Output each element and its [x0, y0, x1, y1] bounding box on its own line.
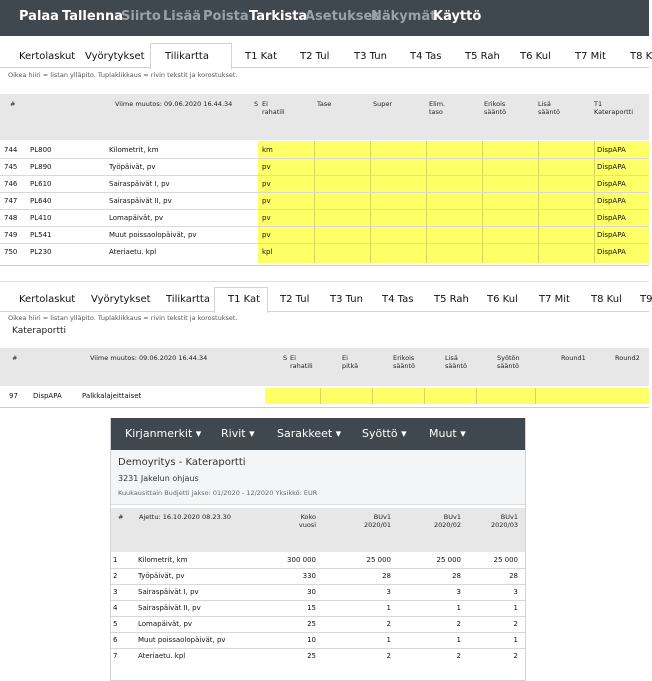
menu-kaytto[interactable]: Käyttö [433, 9, 482, 24]
hint-text: Oikea hiiri = listan ylläpito. Tuplaklikkaus = rivin tekstit ja korostukset. [8, 71, 238, 79]
tab-t8-kul[interactable]: T8 Kul [591, 294, 622, 305]
value-koko-vuosi: 330 [302, 572, 316, 580]
tab-t6-kul[interactable]: T6 Kul [520, 51, 551, 62]
tab-t3-tun[interactable]: T3 Tun [330, 294, 363, 305]
value-2020-01: 1 [386, 604, 391, 612]
kateraportti-panel [0, 281, 652, 408]
report-info [111, 450, 525, 505]
row-divider [111, 584, 525, 585]
report-subtitle: 3231 Jakelun ohjaus [118, 474, 199, 483]
report-panel [110, 418, 526, 681]
account-chart-panel [0, 0, 652, 266]
row-unit[interactable]: kpl [262, 248, 273, 256]
value-2020-02: 3 [456, 588, 461, 596]
col-ei-rahatili[interactable]: Ei rahatili [290, 354, 313, 370]
menu-muut[interactable]: Muut ▾ [429, 427, 466, 440]
menu-kirjanmerkit[interactable]: Kirjanmerkit ▾ [125, 427, 202, 440]
row-divider [111, 648, 525, 649]
tab-t4-tas[interactable]: T4 Tas [382, 294, 414, 305]
col-separator [538, 141, 539, 263]
col-separator [476, 388, 477, 404]
row-number: 2 [113, 572, 118, 580]
menu-rivit[interactable]: Rivit ▾ [221, 427, 255, 440]
col-super[interactable]: Super [373, 100, 393, 108]
col-s: S [254, 100, 259, 108]
tab-divider [0, 67, 649, 68]
run-timestamp: Ajettu: 16.10.2020 08.23.30 [139, 513, 231, 521]
row-number: 747 [4, 197, 18, 205]
row-name: Sairaspäivät II, pv [138, 604, 201, 612]
tab-vyorytykset[interactable]: Vyörytykset [85, 51, 145, 62]
row-kateraportti[interactable]: DispAPA [597, 180, 626, 188]
row-unit[interactable]: km [262, 146, 273, 154]
row-name: Lomapäivät, pv [109, 214, 164, 222]
row-number: 3 [113, 588, 118, 596]
value-koko-vuosi: 25 [307, 620, 316, 628]
menu-lisaa[interactable]: Lisää [163, 9, 202, 24]
tab-kertolaskut[interactable]: Kertolaskut [19, 51, 76, 62]
row-name: Ateriaetu. kpl [109, 248, 157, 256]
menu-nakymat[interactable]: Näkymät [371, 9, 437, 24]
row-code: PL800 [30, 146, 52, 154]
row-kateraportti[interactable]: DispAPA [597, 146, 626, 154]
col-hash: # [118, 513, 124, 521]
tab-kertolaskut[interactable]: Kertolaskut [19, 294, 76, 305]
col-erikoissaanto[interactable]: Erikois sääntö [393, 354, 415, 370]
value-koko-vuosi: 15 [307, 604, 316, 612]
tab-t5-rah[interactable]: T5 Rah [465, 51, 500, 62]
tab-divider [0, 311, 649, 312]
row-kateraportti[interactable]: DispAPA [597, 163, 626, 171]
value-2020-03: 28 [509, 572, 518, 580]
menu-palaa[interactable]: Palaa [19, 9, 59, 24]
value-2020-02: 2 [456, 620, 461, 628]
value-2020-03: 1 [513, 604, 518, 612]
company-title: Demoyritys - Kateraportti [118, 457, 246, 468]
tab-t2-tul[interactable]: T2 Tul [300, 51, 330, 62]
row-code: PL230 [30, 248, 52, 256]
row-unit[interactable]: pv [262, 214, 271, 222]
row-name: Kilometrit, km [138, 556, 188, 564]
tab-t9[interactable]: T9 [640, 294, 652, 305]
tab-t1-kat[interactable]: T1 Kat [245, 51, 278, 62]
col-elim-taso[interactable]: Elim. taso [429, 100, 446, 116]
col-separator [372, 388, 373, 404]
col-separator [594, 141, 595, 263]
row-name: Työpäivät, pv [109, 163, 156, 171]
row-name: Muut poissaolopäivät, pv [109, 231, 197, 239]
col-separator [424, 388, 425, 404]
value-2020-02: 1 [456, 604, 461, 612]
table-header [0, 348, 649, 386]
value-koko-vuosi: 30 [307, 588, 316, 596]
menu-syotto[interactable]: Syöttö ▾ [362, 427, 407, 440]
value-2020-02: 25 000 [436, 556, 461, 564]
col-separator [314, 141, 315, 263]
col-lisasaanto[interactable]: Lisä sääntö [445, 354, 467, 370]
row-number: 4 [113, 604, 118, 612]
col-separator [482, 141, 483, 263]
modified-label: Viime muutos: 09.06.2020 16.44.34 [115, 100, 233, 108]
row-number: 749 [4, 231, 18, 239]
row-divider [111, 600, 525, 601]
col-hash: # [12, 354, 18, 362]
row-divider [0, 158, 649, 159]
row-name: Sairaspäivät I, pv [138, 588, 199, 596]
menu-siirto[interactable]: Siirto [121, 9, 161, 24]
col-ei-pitka[interactable]: Ei pitkä [342, 354, 359, 370]
col-hash: # [10, 100, 16, 108]
row-code: PL410 [30, 214, 52, 222]
value-2020-01: 25 000 [366, 556, 391, 564]
col-t1-kateraportti[interactable]: T1 Kateraportti [594, 100, 634, 116]
value-2020-01: 2 [386, 620, 391, 628]
row-kateraportti[interactable]: DispAPA [597, 214, 626, 222]
row-divider [0, 209, 649, 210]
col-syotonsaanto[interactable]: Syötön sääntö [497, 354, 520, 370]
row-number: 745 [4, 163, 18, 171]
menu-tarkista[interactable]: Tarkista [249, 9, 308, 24]
menu-tallenna[interactable]: Tallenna [62, 9, 123, 24]
row-number: 97 [9, 392, 18, 400]
tab-t6-kul[interactable]: T6 Kul [487, 294, 518, 305]
value-2020-03: 25 000 [493, 556, 518, 564]
row-kateraportti[interactable]: DispAPA [597, 197, 626, 205]
hint-text: Oikea hiiri = listan ylläpito. Tuplaklikkaus = rivin tekstit ja korostukset. [8, 314, 238, 322]
panel-title: Kateraportti [12, 326, 67, 336]
row-unit[interactable]: pv [262, 231, 271, 239]
row-divider [0, 243, 649, 244]
tab-t7-mit[interactable]: T7 Mit [539, 294, 570, 305]
row-unit[interactable]: pv [262, 163, 271, 171]
row-name: Lomapäivät, pv [138, 620, 193, 628]
col-separator [370, 141, 371, 263]
menu-sarakkeet[interactable]: Sarakkeet ▾ [277, 427, 342, 440]
tab-tilikartta[interactable]: Tilikartta [165, 51, 209, 62]
col-ei-rahatili[interactable]: Ei rahatili [262, 100, 285, 116]
modified-label: Viime muutos: 09.06.2020 16.44.34 [90, 354, 208, 362]
value-2020-01: 3 [386, 588, 391, 596]
tab-t8-k[interactable]: T8 K [630, 51, 652, 62]
row-number: 5 [113, 620, 118, 628]
col-separator [426, 141, 427, 263]
row-number: 746 [4, 180, 18, 188]
row-number: 1 [113, 556, 118, 564]
row-kateraportti[interactable]: DispAPA [597, 248, 626, 256]
editable-columns-highlight [258, 141, 649, 263]
value-2020-01: 1 [386, 636, 391, 644]
value-2020-03: 2 [513, 652, 518, 660]
row-name: Työpäivät, pv [138, 572, 185, 580]
row-number: 744 [4, 146, 18, 154]
report-menu-bar [111, 418, 525, 450]
col-lisasaanto[interactable]: Lisä sääntö [538, 100, 560, 116]
value-koko-vuosi: 25 [307, 652, 316, 660]
row-code: DispAPA [33, 392, 62, 400]
value-2020-03: 3 [513, 588, 518, 596]
row-code: PL610 [30, 180, 52, 188]
col-tase[interactable]: Tase [317, 100, 332, 108]
col-s: S [283, 354, 288, 362]
col-round2[interactable]: Round2 [615, 354, 640, 362]
row-unit[interactable]: pv [262, 180, 271, 188]
row-divider [111, 616, 525, 617]
tab-vyorytykset[interactable]: Vyörytykset [91, 294, 151, 305]
value-koko-vuosi: 10 [307, 636, 316, 644]
value-2020-02: 28 [452, 572, 461, 580]
value-2020-01: 2 [386, 652, 391, 660]
row-number: 748 [4, 214, 18, 222]
col-koko-vuosi[interactable]: Koko vuosi [298, 513, 316, 529]
tab-t2-tul[interactable]: T2 Tul [280, 294, 310, 305]
row-name: Palkkalajeittaiset [82, 392, 142, 400]
row-name: Muut poissaolopäivät, pv [138, 636, 226, 644]
row-divider [111, 632, 525, 633]
value-2020-03: 2 [513, 620, 518, 628]
tab-t3-tun[interactable]: T3 Tun [354, 51, 387, 62]
col-buv1-2020-02[interactable]: BUv1 2020/02 [433, 513, 461, 529]
report-header [111, 508, 525, 552]
value-2020-02: 1 [456, 636, 461, 644]
row-code: PL890 [30, 163, 52, 171]
value-2020-01: 28 [382, 572, 391, 580]
menu-poista[interactable]: Poista [203, 9, 249, 24]
menu-asetukset[interactable]: Asetukset [305, 9, 379, 24]
tab-t5-rah[interactable]: T5 Rah [434, 294, 469, 305]
col-round1[interactable]: Round1 [561, 354, 586, 362]
tab-t7-mit[interactable]: T7 Mit [575, 51, 606, 62]
row-divider [0, 175, 649, 176]
value-2020-03: 1 [513, 636, 518, 644]
tab-tilikartta[interactable]: Tilikartta [166, 294, 210, 305]
row-number: 7 [113, 652, 118, 660]
col-erikoissaanto[interactable]: Erikois sääntö [484, 100, 506, 116]
row-divider [111, 568, 525, 569]
row-number: 6 [113, 636, 118, 644]
row-code: PL541 [30, 231, 52, 239]
tab-t4-tas[interactable]: T4 Tas [410, 51, 442, 62]
row-name: Ateriaetu. kpl [138, 652, 186, 660]
row-name: Sairaspäivät II, pv [109, 197, 172, 205]
editable-columns-highlight [265, 388, 649, 404]
row-unit[interactable]: pv [262, 197, 271, 205]
col-buv1-2020-03[interactable]: BUv1 2020/03 [490, 513, 518, 529]
row-name: Sairaspäivät I, pv [109, 180, 170, 188]
col-buv1-2020-01[interactable]: BUv1 2020/01 [363, 513, 391, 529]
col-separator [535, 388, 536, 404]
row-divider [0, 192, 649, 193]
row-divider [0, 226, 649, 227]
period-info: Kuukausittain Budjetti jakso: 01/2020 - 12/2020 Yksikkö: EUR [118, 489, 318, 497]
row-code: PL640 [30, 197, 52, 205]
table-header [0, 94, 649, 140]
row-name: Kilometrit, km [109, 146, 159, 154]
row-number: 750 [4, 248, 18, 256]
top-menu-bar [0, 0, 649, 36]
col-separator [320, 388, 321, 404]
row-kateraportti[interactable]: DispAPA [597, 231, 626, 239]
tab-t1-kat[interactable]: T1 Kat [228, 294, 261, 305]
value-2020-02: 2 [456, 652, 461, 660]
value-koko-vuosi: 300 000 [287, 556, 316, 564]
